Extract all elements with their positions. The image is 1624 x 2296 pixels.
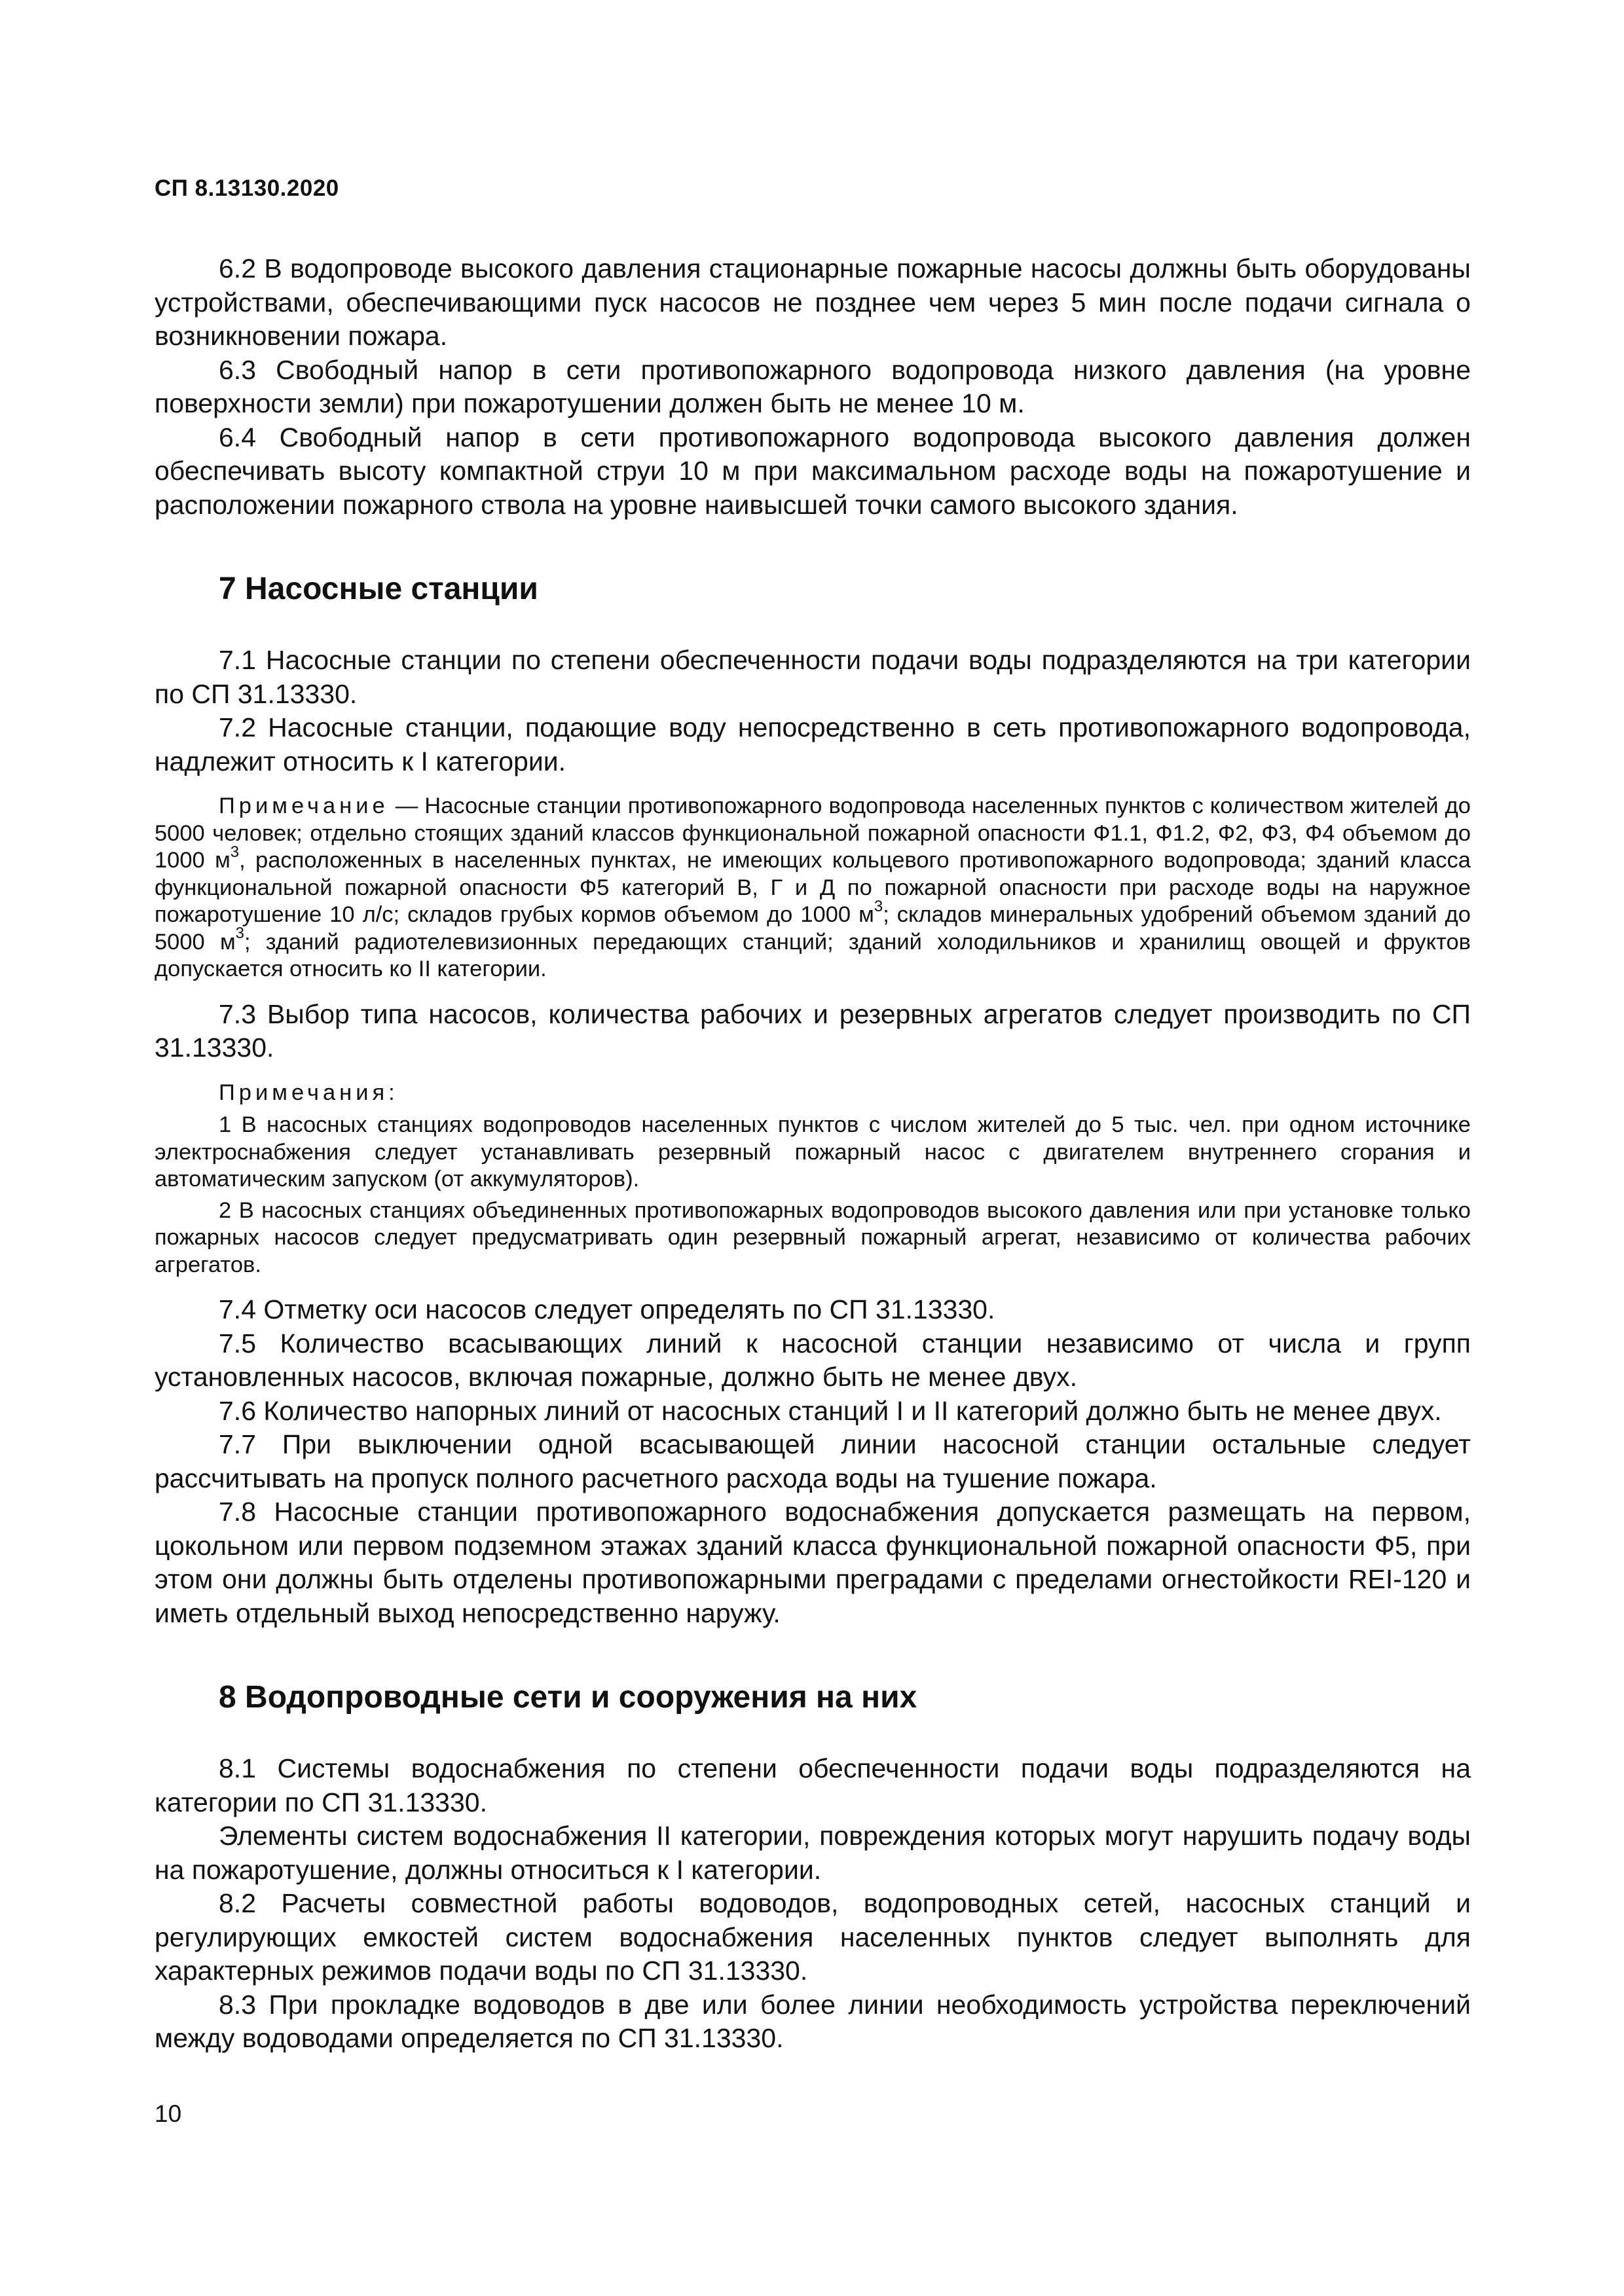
superscript-3: 3 <box>230 843 240 861</box>
note-item-2: 2 В насосных станциях объединенных противопожарных водопроводов высокого давления или при установке только пожарных насосов следует предусматривать один резервный пожарный агрегат, независимо от количества рабочих агрегатов. <box>155 1197 1471 1277</box>
notes-title: Примечания: <box>219 1080 399 1105</box>
paragraph-7-5: 7.5 Количество всасывающих линий к насосной станции независимо от числа и групп установленных насосов, включая пожарные, должно быть не менее двух. <box>155 1328 1471 1392</box>
superscript-3: 3 <box>235 924 245 942</box>
document-code: СП 8.13130.2020 <box>155 175 339 201</box>
paragraph-8-1b: Элементы систем водоснабжения II категории, повреждения которых могут нарушить подачу воды на пожаротушение, должны относиться к I категории. <box>155 1821 1471 1885</box>
note-label: Примечание <box>219 793 389 818</box>
paragraph-6-3: 6.3 Свободный напор в сети противопожарного водопровода низкого давления (на уровне поверхности земли) при пожаротушении должен быть не менее 10 м. <box>155 354 1471 418</box>
paragraph-7-6: 7.6 Количество напорных линий от насосных станций I и II категорий должно быть не менее двух. <box>219 1395 1442 1426</box>
paragraph-7-3: 7.3 Выбор типа насосов, количества рабочих и резервных агрегатов следует производить по СП 31.13330. <box>155 998 1471 1063</box>
document-body <box>155 252 1471 2056</box>
paragraph-7-7: 7.7 При выключении одной всасывающей линии насосной станции остальные следует рассчитывать на пропуск полного расчетного расхода воды на тушение пожара. <box>155 1429 1471 1493</box>
section-7-note <box>155 793 1471 983</box>
note-text-b: , расположенных в населенных пунктах, не имеющих кольцевого противопожарного водопровода; зданий класса функциональной пожарной опасности Ф5 категорий В, Г и Д по пожарной опасности при расходе воды на наружное пожаротушение 10 л/с; складов грубых кормов объемом до 1000 м <box>155 848 1471 927</box>
paragraph-7-1: 7.1 Насосные станции по степени обеспеченности подачи воды подразделяются на три категории по СП 31.13330. <box>155 645 1471 709</box>
paragraph-7-4: 7.4 Отметку оси насосов следует определять по СП 31.13330. <box>219 1294 995 1324</box>
note-text-c: ; складов минеральных удобрений объемом зданий до 5000 м <box>155 902 1471 955</box>
paragraph-6-2: 6.2 В водопроводе высокого давления стационарные пожарные насосы должны быть оборудованы устройствами, обеспечивающими пуск насосов не позднее чем через 5 мин после подачи сигнала о возникновении пожара. <box>155 253 1471 351</box>
paragraph-8-2: 8.2 Расчеты совместной работы водоводов, водопроводных сетей, насосных станций и регулирующих емкостей систем водоснабжения населенных пунктов следует выполнять для характерных режимов подачи воды по СП 31.13330. <box>155 1888 1471 1986</box>
superscript-3: 3 <box>874 897 883 915</box>
paragraph-7-2: 7.2 Насосные станции, подающие воду непосредственно в сеть противопожарного водопровода, надлежит относить к I категории. <box>155 712 1471 776</box>
paragraph-7-8: 7.8 Насосные станции противопожарного водоснабжения допускается размещать на первом, цокольном или первом подземном этажах зданий класса функциональной пожарной опасности Ф5, при этом они должны быть отделены противопожарными преградами с пределами огнестойкости REI-120 и иметь отдельный выход непосредственно наружу. <box>155 1497 1471 1628</box>
page-number: 10 <box>155 2100 182 2127</box>
section-7-heading: 7 Насосные станции <box>219 572 538 606</box>
note-text-d: ; зданий радиотелевизионных передающих станций; зданий холодильников и хранилищ овощей и фруктов допускается относить ко II категории. <box>155 929 1471 981</box>
note-text-a: — Насосные станции противопожарного водопровода населенных пунктов с количеством жителей до 5000 человек; отдельно стоящих зданий классов функциональной пожарной опасности Ф1.1, Ф1.2, Ф2, Ф3, Ф4 объемом до 1000 м <box>155 793 1471 873</box>
paragraph-6-4: 6.4 Свободный напор в сети противопожарного водопровода высокого давления должен обеспечивать высоту компактной струи 10 м при максимальном расходе воды на пожаротушение и расположении пожарного ствола на уровне наивысшей точки самого высокого здания. <box>155 422 1471 520</box>
paragraph-8-3: 8.3 При прокладке водоводов в две или более линии необходимость устройства переключений между водоводами определяется по СП 31.13330. <box>155 1989 1471 2053</box>
paragraph-8-1: 8.1 Системы водоснабжения по степени обеспеченности подачи воды подразделяются на категории по СП 31.13330. <box>155 1753 1471 1817</box>
note-item-1: 1 В насосных станциях водопроводов населенных пунктов с числом жителей до 5 тыс. чел. при одном источнике электроснабжения следует устанавливать резервный пожарный насос с двигателем внутреннего сгорания и автоматическим запуском (от аккумуляторов). <box>155 1112 1471 1192</box>
section-8-heading: 8 Водопроводные сети и сооружения на них <box>219 1680 917 1715</box>
